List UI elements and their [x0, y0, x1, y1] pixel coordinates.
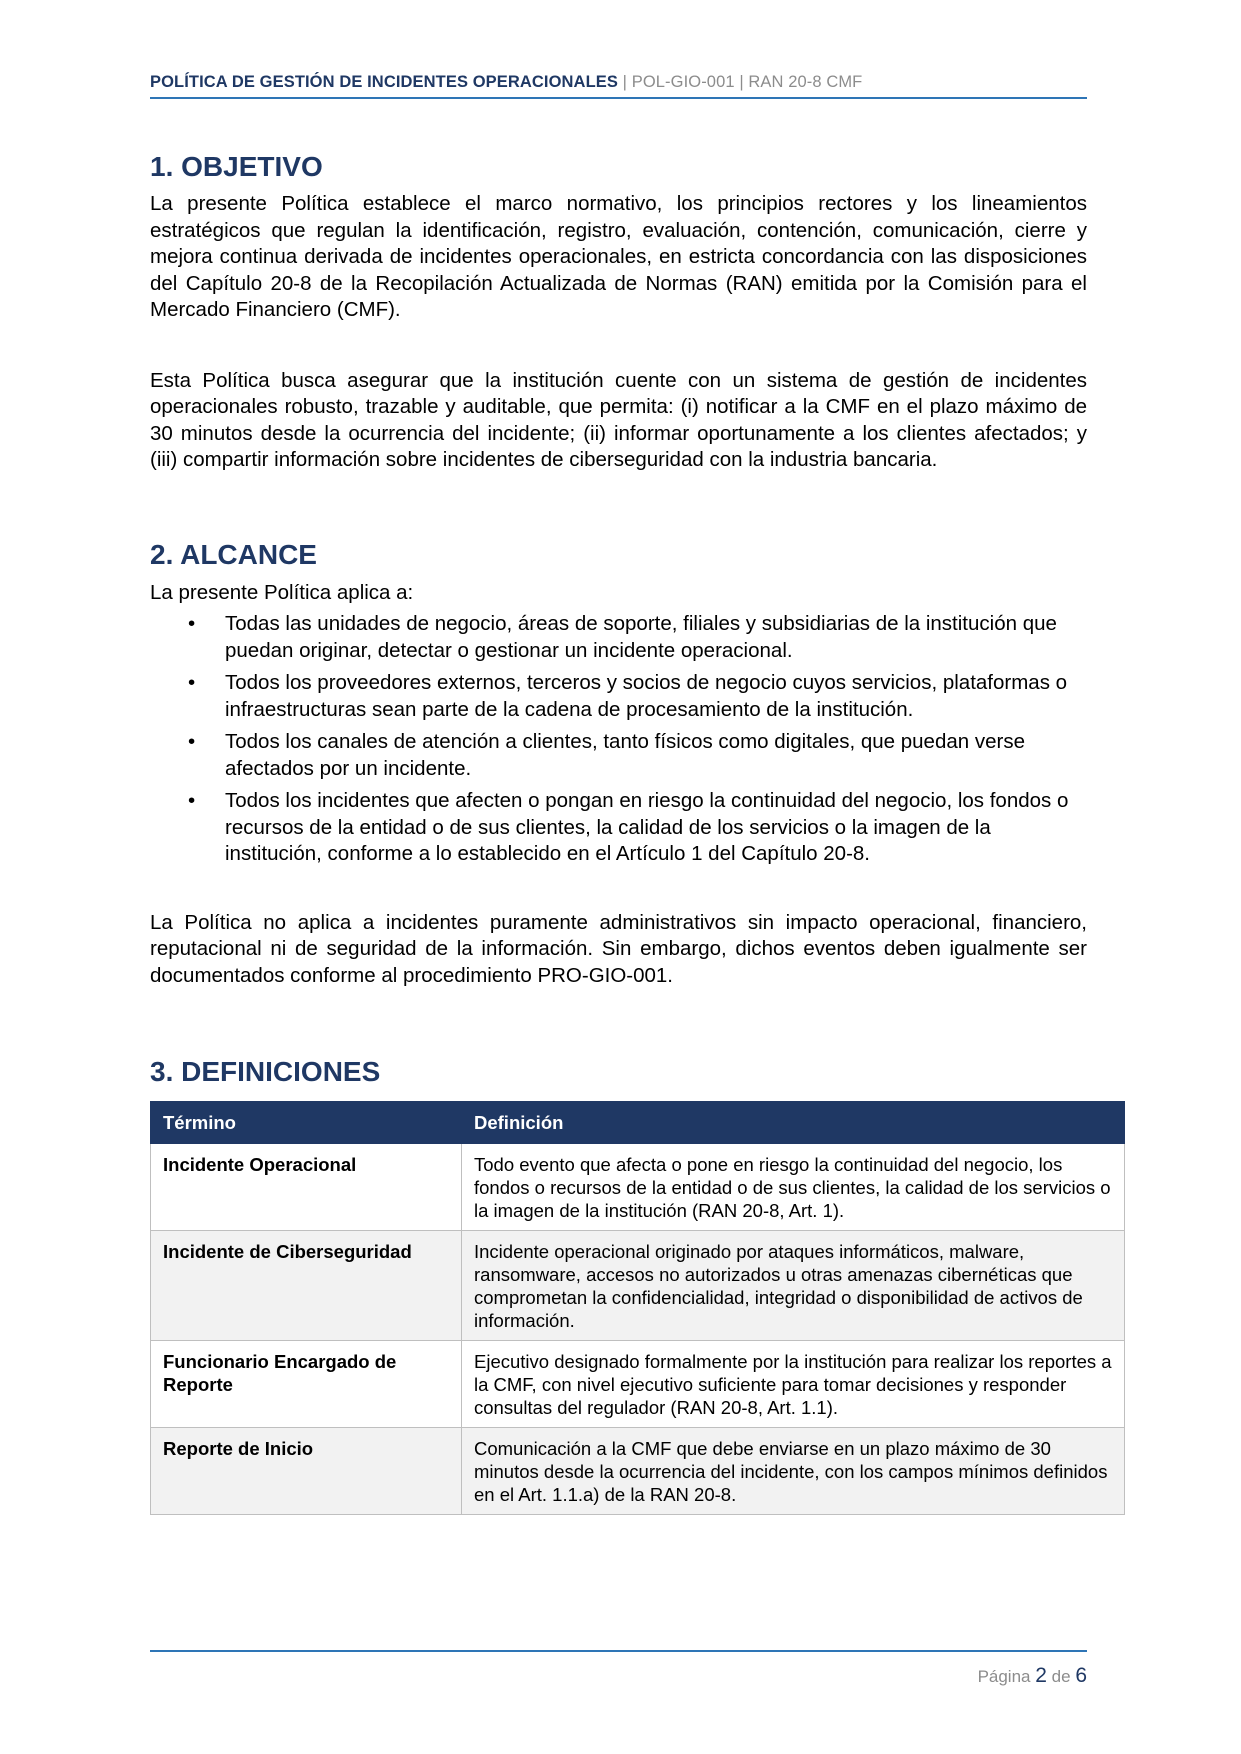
document-title: POLÍTICA DE GESTIÓN DE INCIDENTES OPERACIONALES [150, 73, 618, 91]
list-item [150, 670, 1087, 723]
term-cell: Incidente Operacional [151, 1144, 462, 1231]
objetivo-paragraph: Esta Política busca asegurar que la institución cuente con un sistema de gestión de incidentes operacionales robusto, trazable y auditable, que permita: (i) notificar a la CMF en el plazo máximo de 30 minutos desde la ocurrencia del incidente; (ii) informar oportunamente a los clientes afectados; y (iii) compartir información sobre incidentes de ciberseguridad con la industria bancaria. [150, 368, 1087, 471]
column-header-definition: Definición [462, 1102, 1125, 1144]
bullet-icon: • [188, 789, 196, 812]
regulation-reference: RAN 20-8 CMF [748, 73, 863, 91]
list-item-text: Todos los proveedores externos, terceros y socios de negocio cuyos servicios, plataformas o infraestructuras sean parte de la cadena de procesamiento de la institución. [225, 671, 1068, 721]
objetivo-paragraph: La presente Política establece el marco normativo, los principios rectores y los lineamientos estratégicos que regulan la identificación, registro, evaluación, contención, comunicación, cierre y mejora continua derivada de incidentes operacionales, en estricta concordancia con las disposiciones del Capítulo 20-8 de la Recopilación Actualizada de Normas (RAN) emitida por la Comisión para el Mercado Financiero (CMF). [150, 192, 1087, 321]
current-page: 2 [1035, 1664, 1047, 1687]
list-item [150, 788, 1087, 868]
header-separator: | [739, 73, 744, 91]
page-header [150, 73, 1087, 92]
column-header-term: Término [151, 1102, 462, 1144]
definition-cell: Comunicación a la CMF que debe enviarse en un plazo máximo de 30 minutos desde la ocurrencia del incidente, con los campos mínimos definidos en el Art. 1.1.a) de la RAN 20-8. [462, 1428, 1125, 1515]
bullet-icon: • [188, 671, 196, 694]
section-heading-objetivo: 1. OBJETIVO [150, 151, 323, 182]
term-cell: Funcionario Encargado de Reporte [151, 1341, 462, 1428]
bullet-icon: • [188, 730, 196, 753]
bullet-icon: • [188, 612, 196, 635]
section-heading-alcance: 2. ALCANCE [150, 538, 317, 570]
list-item [150, 611, 1087, 664]
definitions-table [150, 1101, 1125, 1515]
total-pages: 6 [1075, 1664, 1087, 1687]
section-heading-definiciones: 3. DEFINICIONES [150, 1056, 381, 1087]
list-item [150, 729, 1087, 782]
alcance-closing-paragraph: La Política no aplica a incidentes puramente administrativos sin impacto operacional, financiero, reputacional ni de seguridad de la información. Sin embargo, dichos eventos deben igualmente ser documentados conforme al procedimiento PRO-GIO-001. [150, 910, 1087, 987]
term-cell: Incidente de Ciberseguridad [151, 1231, 462, 1341]
page-number [978, 1664, 1087, 1688]
table-row [151, 1341, 1125, 1428]
definition-cell: Incidente operacional originado por ataques informáticos, malware, ransomware, accesos no autorizados u otras amenazas cibernéticas que comprometan la confidencialidad, integridad o disponibilidad de activos de información. [462, 1231, 1125, 1341]
list-item-text: Todas las unidades de negocio, áreas de soporte, filiales y subsidiarias de la institución que puedan originar, detectar o gestionar un incidente operacional. [225, 612, 1057, 662]
document-code: POL-GIO-001 [631, 73, 735, 91]
table-header-row [151, 1102, 1125, 1144]
definition-cell: Ejecutivo designado formalmente por la institución para realizar los reportes a la CMF, con nivel ejecutivo suficiente para tomar decisiones y responder consultas del regulador (RAN 20-8, Art. 1.1). [462, 1341, 1125, 1428]
list-item-text: Todos los canales de atención a clientes, tanto físicos como digitales, que puedan verse afectados por un incidente. [225, 730, 1025, 780]
alcance-list [150, 611, 1087, 868]
header-divider [150, 97, 1087, 99]
definition-cell: Todo evento que afecta o pone en riesgo la continuidad del negocio, los fondos o recursos de la entidad o de sus clientes, la calidad de los servicios o la imagen de la institución (RAN 20-8, Art. 1). [462, 1144, 1125, 1231]
page-label: Página [977, 1667, 1031, 1686]
list-item-text: Todos los incidentes que afecten o pongan en riesgo la continuidad del negocio, los fondos o recursos de la entidad o de sus clientes, la calidad de los servicios o la imagen de la institución, conforme a lo establecido en el Artículo 1 del Capítulo 20-8. [225, 789, 1069, 865]
term-cell: Reporte de Inicio [151, 1428, 462, 1515]
page-body [150, 148, 1112, 1515]
alcance-intro: La presente Política aplica a: [150, 580, 414, 604]
of-label: de [1051, 1667, 1071, 1686]
table-row [151, 1428, 1125, 1515]
footer-divider [150, 1650, 1087, 1652]
header-separator: | [622, 73, 628, 91]
table-row [151, 1144, 1125, 1231]
table-row [151, 1231, 1125, 1341]
